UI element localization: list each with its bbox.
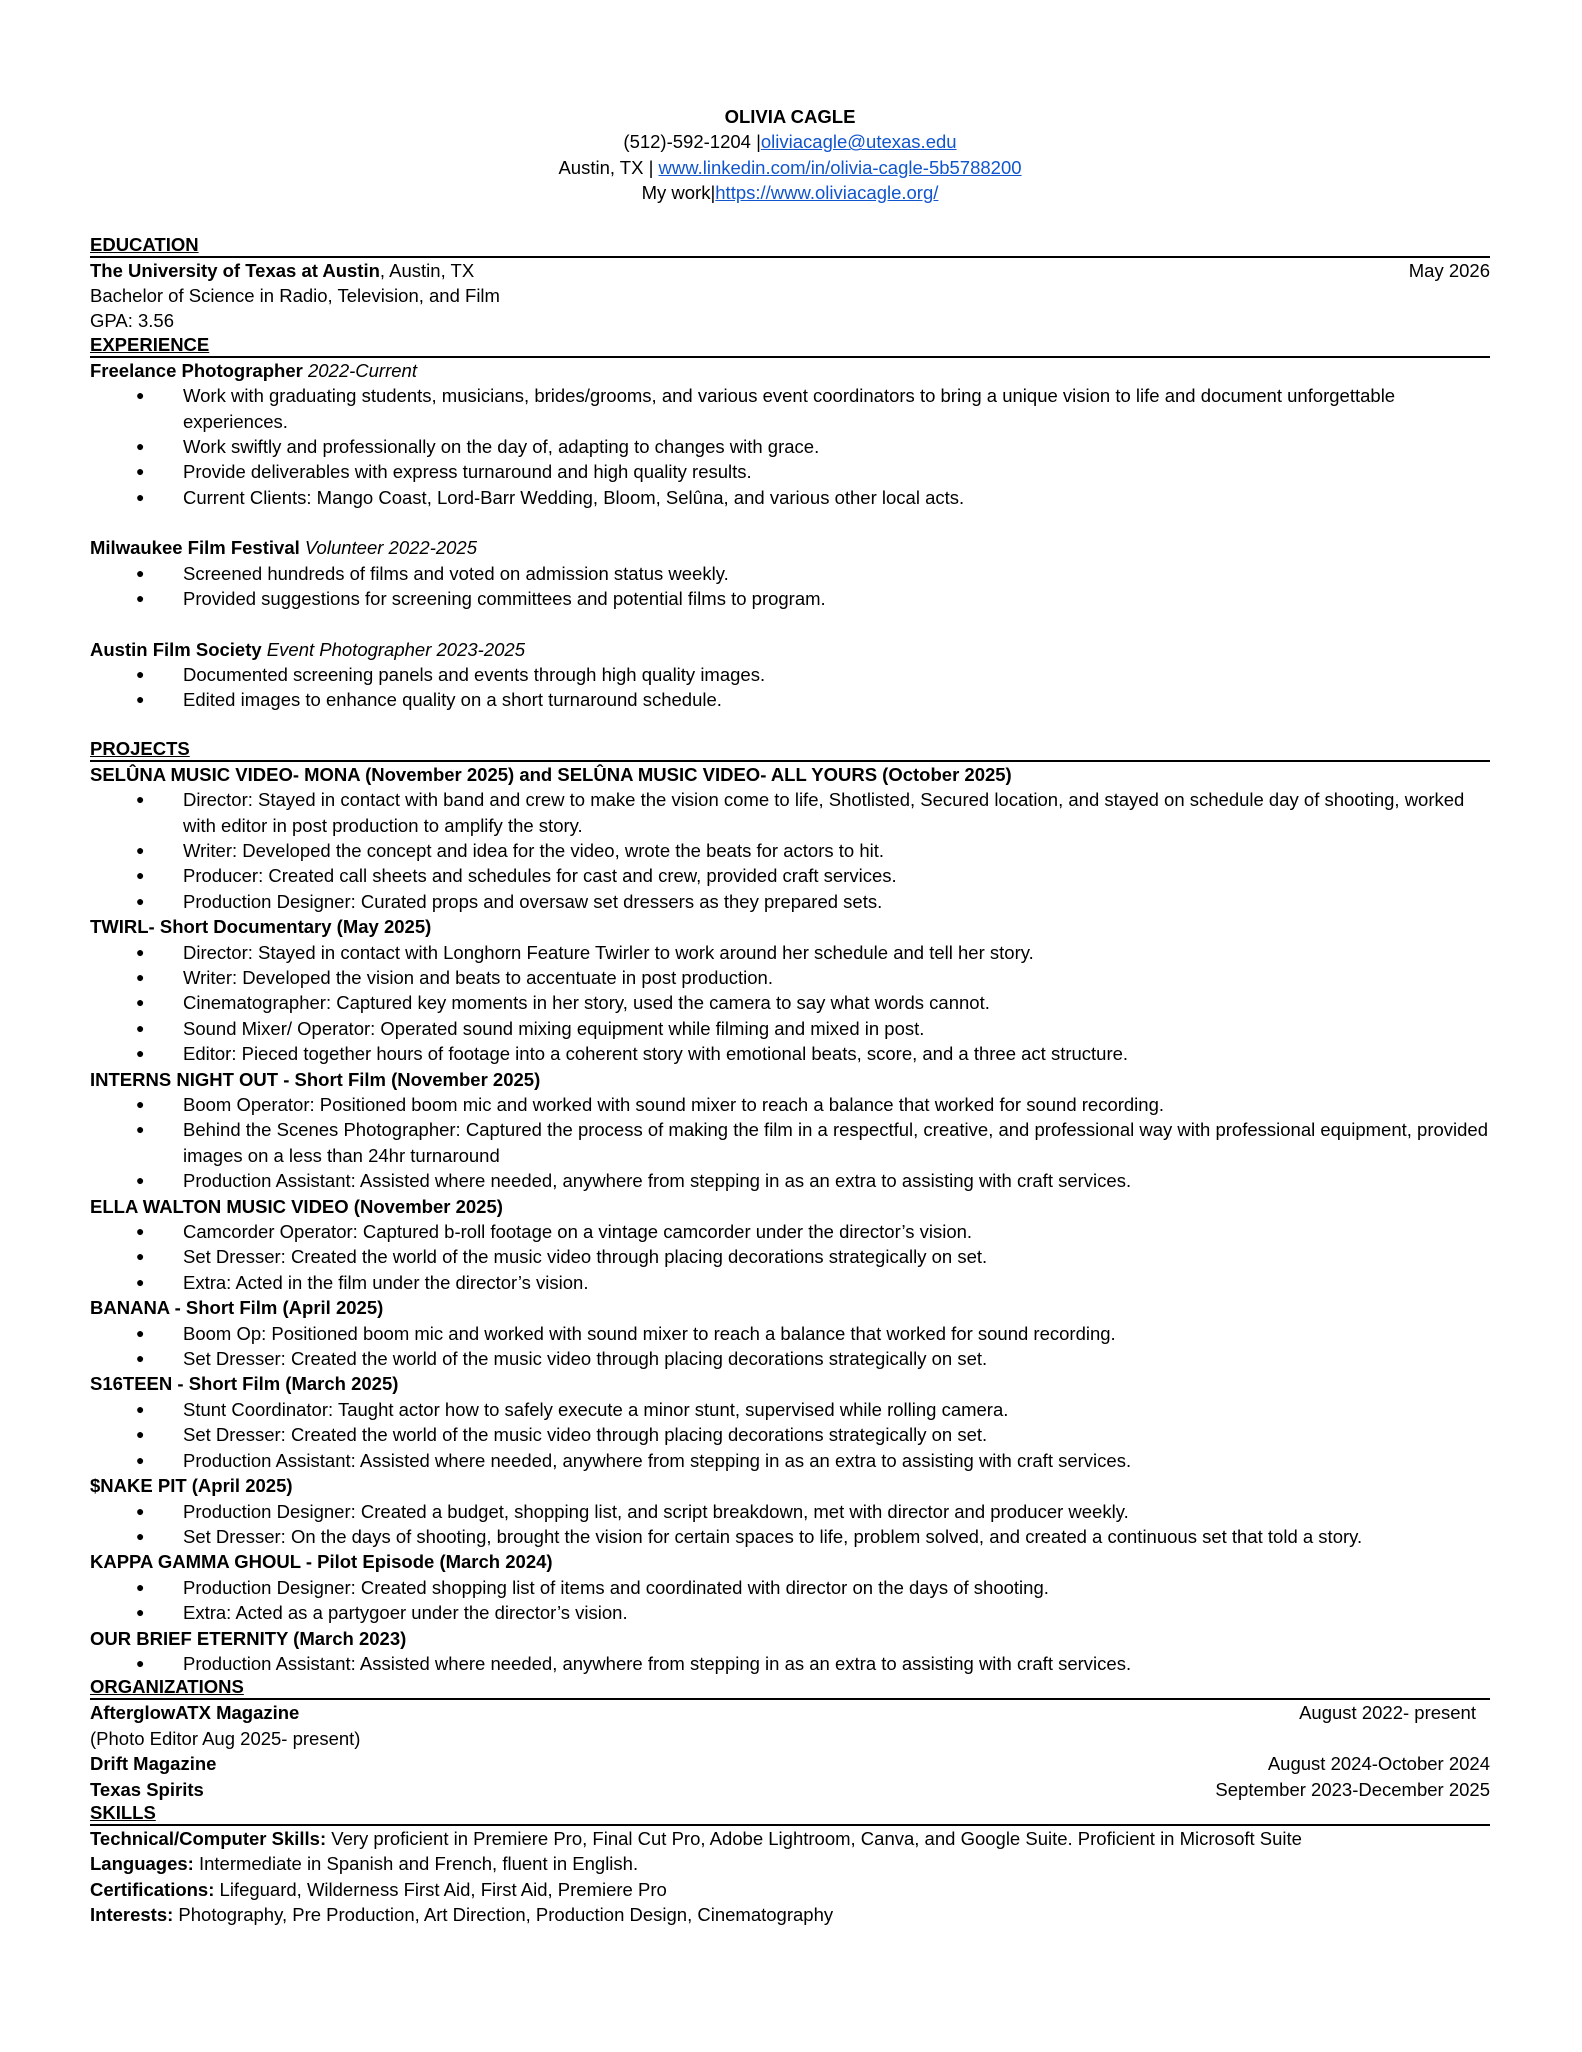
project-entry xyxy=(90,1473,1490,1549)
bullet-item: ● Boom Operator: Positioned boom mic and worked with sound mixer to reach a balance that worked for sound recording. xyxy=(90,1092,1490,1117)
project-title: INTERNS NIGHT OUT - Short Film (November 2025) xyxy=(90,1068,541,1090)
website-link[interactable]: https://www.oliviacagle.org/ xyxy=(715,182,939,204)
organizations-heading: ORGANIZATIONS xyxy=(90,1676,1490,1700)
org-row xyxy=(90,1700,1490,1725)
bullet-item: ● Provided suggestions for screening committees and potential films to program. xyxy=(90,586,1490,611)
bullet-item: ● Work with graduating students, musicians, brides/grooms, and various event coordinators to bring a unique vision to life and document unforgettable experiences. xyxy=(90,383,1490,434)
project-entry xyxy=(90,1549,1490,1625)
bullet-item: ● Set Dresser: On the days of shooting, brought the vision for certain spaces to life, problem solved, and created a continuous set that told a story. xyxy=(90,1524,1490,1549)
bullet-item: ● Production Designer: Created shopping list of items and coordinated with director on the days of shooting. xyxy=(90,1575,1490,1600)
bullet-item: ● Set Dresser: Created the world of the music video through placing decorations strategically on set. xyxy=(90,1422,1490,1447)
skills-certifications: Certifications: Lifeguard, Wilderness First Aid, First Aid, Premiere Pro xyxy=(90,1878,667,1900)
bullet-item: ● Production Assistant: Assisted where needed, anywhere from stepping in as an extra to assisting with craft services. xyxy=(90,1448,1490,1473)
bullet-item: ● Boom Op: Positioned boom mic and worked with sound mixer to reach a balance that worked for sound recording. xyxy=(90,1321,1490,1346)
org-subtitle: (Photo Editor Aug 2025- present) xyxy=(90,1727,361,1749)
bullet-item: ● Extra: Acted in the film under the director’s vision. xyxy=(90,1270,1490,1295)
bullet-item: ● Camcorder Operator: Captured b-roll footage on a vintage camcorder under the director’s vision. xyxy=(90,1219,1490,1244)
resume-header xyxy=(90,104,1490,206)
project-entry xyxy=(90,1371,1490,1473)
applicant-name: OLIVIA CAGLE xyxy=(724,106,856,127)
project-entry xyxy=(90,1194,1490,1296)
bullet-item: ● Production Designer: Curated props and oversaw set dressers as they prepared sets. xyxy=(90,889,1490,914)
org-row xyxy=(90,1777,1490,1802)
skills-interests: Interests: Photography, Pre Production, Art Direction, Production Design, Cinematography xyxy=(90,1904,834,1926)
project-title: KAPPA GAMMA GHOUL - Pilot Episode (March 2024) xyxy=(90,1551,553,1573)
experience-heading: EXPERIENCE xyxy=(90,334,1490,358)
org-date: September 2023-December 2025 xyxy=(1215,1778,1490,1800)
project-entry xyxy=(90,914,1490,1066)
bullet-item: ● Documented screening panels and events through high quality images. xyxy=(90,662,1490,687)
skills-heading: SKILLS xyxy=(90,1802,1490,1826)
project-entry xyxy=(90,762,1490,914)
contact-line xyxy=(90,129,1490,154)
org-row xyxy=(90,1751,1490,1776)
location-line xyxy=(90,155,1490,180)
skills-languages: Languages: Intermediate in Spanish and French, fluent in English. xyxy=(90,1853,639,1875)
education-row xyxy=(90,258,1490,283)
bullet-item: ● Provide deliverables with express turnaround and high quality results. xyxy=(90,459,1490,484)
job-role: 2022-Current xyxy=(302,359,417,381)
graduation-date: May 2026 xyxy=(1408,259,1490,281)
bullet-item: ● Stunt Coordinator: Taught actor how to safely execute a minor stunt, supervised while rolling camera. xyxy=(90,1397,1490,1422)
bullet-item: ● Cinematographer: Captured key moments in her story, used the camera to say what words cannot. xyxy=(90,990,1490,1015)
job-role: Volunteer 2022-2025 xyxy=(299,537,478,559)
bullet-item: ● Director: Stayed in contact with Longhorn Feature Twirler to work around her schedule and tell her story. xyxy=(90,940,1490,965)
bullet-item: ● Extra: Acted as a partygoer under the director’s vision. xyxy=(90,1600,1490,1625)
bullet-item: ● Production Assistant: Assisted where needed, anywhere from stepping in as an extra to assisting with craft services. xyxy=(90,1651,1490,1676)
org-date: August 2022- present xyxy=(1299,1702,1476,1724)
school-name: The University of Texas at Austin xyxy=(90,259,380,281)
gpa: GPA: 3.56 xyxy=(90,310,174,332)
bullet-item: ● Producer: Created call sheets and schedules for cast and crew, provided craft services. xyxy=(90,863,1490,888)
project-entry xyxy=(90,1067,1490,1194)
job-org: Milwaukee Film Festival xyxy=(90,537,300,559)
job-org: Austin Film Society xyxy=(90,638,262,660)
org-name: Texas Spirits xyxy=(90,1778,204,1800)
bullet-item: ● Current Clients: Mango Coast, Lord-Barr Wedding, Bloom, Selûna, and various other local acts. xyxy=(90,485,1490,510)
bullet-item: ● Set Dresser: Created the world of the music video through placing decorations strategically on set. xyxy=(90,1346,1490,1371)
education-heading: EDUCATION xyxy=(90,234,1490,258)
work-line xyxy=(90,180,1490,205)
bullet-item: ● Production Assistant: Assisted where needed, anywhere from stepping in as an extra to assisting with craft services. xyxy=(90,1168,1490,1193)
bullet-item: ● Sound Mixer/ Operator: Operated sound mixing equipment while filming and mixed in post. xyxy=(90,1016,1490,1041)
bullet-item: ● Editor: Pieced together hours of footage into a coherent story with emotional beats, score, and a three act structure. xyxy=(90,1041,1490,1066)
job-role: Event Photographer 2023-2025 xyxy=(261,638,525,660)
project-title: OUR BRIEF ETERNITY (March 2023) xyxy=(90,1627,407,1649)
bullet-item: ● Writer: Developed the concept and idea for the video, wrote the beats for actors to hit. xyxy=(90,838,1490,863)
project-title: ELLA WALTON MUSIC VIDEO (November 2025) xyxy=(90,1195,503,1217)
project-entry xyxy=(90,1626,1490,1677)
project-title: BANANA - Short Film (April 2025) xyxy=(90,1297,384,1319)
org-date: August 2024-October 2024 xyxy=(1267,1753,1490,1775)
school-location: , Austin, TX xyxy=(379,259,475,281)
email-link[interactable]: oliviacagle@utexas.edu xyxy=(760,131,957,153)
projects-heading: PROJECTS xyxy=(90,738,1490,762)
phone-number: (512)-592-1204 | xyxy=(623,131,761,153)
job-org: Freelance Photographer xyxy=(90,359,303,381)
bullet-item: ● Work swiftly and professionally on the day of, adapting to changes with grace. xyxy=(90,434,1490,459)
project-title: $NAKE PIT (April 2025) xyxy=(90,1475,293,1497)
bullet-item: ● Edited images to enhance quality on a short turnaround schedule. xyxy=(90,687,1490,712)
linkedin-link[interactable]: www.linkedin.com/in/olivia-cagle-5b5788200 xyxy=(658,156,1022,178)
job-entry xyxy=(90,358,1490,510)
bullet-item: ● Production Designer: Created a budget, shopping list, and script breakdown, met with director and producer weekly. xyxy=(90,1499,1490,1524)
resume-page xyxy=(90,104,1490,1928)
location: Austin, TX | xyxy=(558,156,659,178)
project-title: S16TEEN - Short Film (March 2025) xyxy=(90,1373,399,1395)
bullet-item: ● Writer: Developed the vision and beats to accentuate in post production. xyxy=(90,965,1490,990)
bullet-item: ● Director: Stayed in contact with band and crew to make the vision come to life, Shotlisted, Secured location, and stayed on schedule day of shooting, worked with editor in post production to amplify the story. xyxy=(90,787,1490,838)
work-label: My work| xyxy=(641,182,716,204)
bullet-item: ● Set Dresser: Created the world of the music video through placing decorations strategically on set. xyxy=(90,1244,1490,1269)
degree: Bachelor of Science in Radio, Television, and Film xyxy=(90,285,500,307)
skills-technical: Technical/Computer Skills: Very proficient in Premiere Pro, Final Cut Pro, Adobe Lightroom, Canva, and Google Suite. Proficient in Microsoft Suite xyxy=(90,1827,1302,1849)
project-entry xyxy=(90,1295,1490,1371)
bullet-item: ● Behind the Scenes Photographer: Captured the process of making the film in a respectful, creative, and professional way with professional equipment, provided images on a less than 24hr turnaround xyxy=(90,1117,1490,1168)
project-title: SELÛNA MUSIC VIDEO- MONA (November 2025) and SELÛNA MUSIC VIDEO- ALL YOURS (October 2025) xyxy=(90,763,1012,785)
org-name: AfterglowATX Magazine xyxy=(90,1702,300,1724)
project-title: TWIRL- Short Documentary (May 2025) xyxy=(90,916,432,938)
job-entry xyxy=(90,535,1490,611)
org-name: Drift Magazine xyxy=(90,1753,217,1775)
bullet-item: ● Screened hundreds of films and voted on admission status weekly. xyxy=(90,561,1490,586)
job-entry xyxy=(90,637,1490,713)
